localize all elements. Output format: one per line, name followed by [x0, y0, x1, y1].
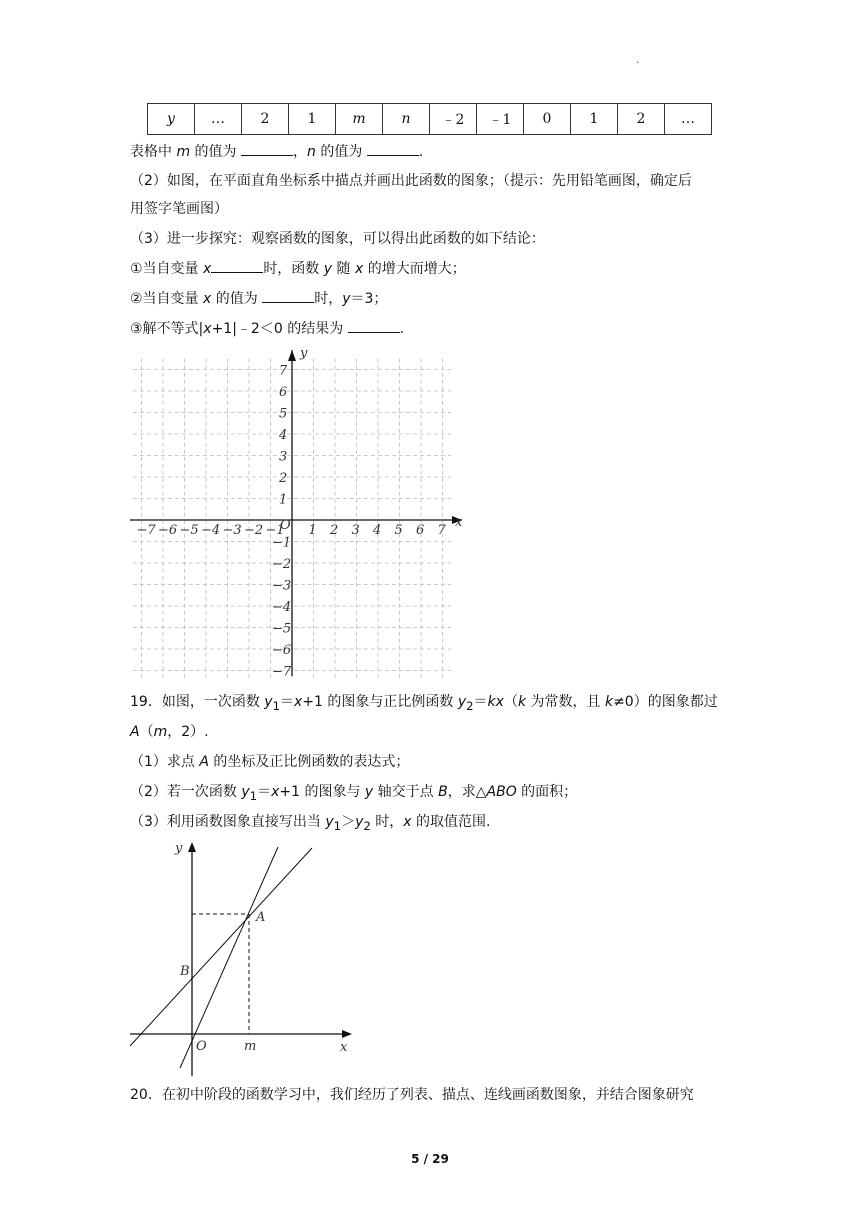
table-cell: 2	[618, 104, 665, 135]
x-tick-label: 2	[330, 523, 339, 538]
part3-intro: （3）进一步探究：观察函数的图象，可以得出此函数的如下结论：	[130, 231, 545, 247]
y-tick-label: 3	[279, 449, 288, 465]
conclusion-2: ②当自变量 x 的值为 时，y＝3；	[130, 288, 387, 309]
y-tick-label: −5	[272, 621, 292, 637]
x-axis-label: x	[455, 515, 463, 530]
table-cell: ﹣2	[430, 104, 477, 135]
x-tick-label: −5	[179, 523, 199, 538]
page-number: 5 / 29	[411, 1152, 449, 1166]
part2-line2: 用签字笔画图）	[130, 201, 228, 217]
table-cell: …	[665, 104, 712, 135]
y-tick-label: −2	[272, 557, 292, 572]
x-tick-label: 5	[394, 523, 403, 538]
line-y1	[130, 848, 312, 1046]
table-cell: n	[383, 104, 430, 135]
x-tick-label: 1	[308, 523, 317, 538]
fig-origin-label: O	[196, 1039, 207, 1054]
table-cell: 0	[524, 104, 571, 135]
y-tick-label: −6	[272, 643, 292, 658]
q19-part1: （1）求点 A 的坐标及正比例函数的表达式；	[130, 754, 410, 770]
corner-dot: ·	[636, 58, 640, 69]
table-cell: 1	[289, 104, 336, 135]
table-cell: 1	[571, 104, 618, 135]
q20-line: 20．在初中阶段的函数学习中，我们经历了列表、描点、连线画函数图象，并结合图象研究	[130, 1087, 694, 1103]
y-tick-label: 4	[279, 428, 288, 443]
line-y2	[180, 847, 278, 1068]
y-tick-label: −4	[272, 600, 292, 615]
y-tick-label: 2	[279, 471, 288, 486]
x-tick-label: 7	[437, 523, 446, 538]
x-tick-label: −3	[222, 523, 242, 538]
point-a-label: A	[256, 910, 266, 925]
origin-label: O	[280, 518, 291, 533]
mn-blank-line: 表格中 m 的值为 ，n 的值为 .	[130, 141, 423, 162]
x-tick-label: 3	[351, 523, 360, 538]
table-cell: 2	[242, 104, 289, 135]
conclusion-1: ①当自变量 x 时，函数 y 随 x 的增大而增大；	[130, 258, 466, 279]
table-cell: m	[336, 104, 383, 135]
x-tick-label: 4	[373, 523, 382, 538]
y-tick-label: −1	[272, 535, 292, 551]
conclusion-3: ③解不等式|x+1|﹣2＜0 的结果为 .	[130, 318, 404, 339]
y-tick-label: 6	[279, 385, 288, 400]
q19-part3: （3）利用函数图象直接写出当 $y_1>y_2$ 时，x 的取值范围.	[130, 814, 491, 833]
part2-line1: （2）如图，在平面直角坐标系中描点并画出此函数的图象；（提示：先用铅笔画图，确定后	[130, 173, 692, 189]
q19-line2: A（m，2）.	[130, 724, 209, 740]
y-tick-label: −3	[272, 578, 292, 594]
m-label: m	[244, 1039, 257, 1054]
y-tick-label: 5	[279, 406, 288, 422]
y-axis-label: y	[300, 346, 308, 361]
x-tick-label: −1	[265, 523, 285, 538]
x-tick-label: 6	[416, 523, 425, 538]
table-cell: …	[195, 104, 242, 135]
y-tick-label: −7	[272, 664, 292, 680]
q19-line1: 19．如图，一次函数 $y_1=x+1$ 的图象与正比例函数 $y_2=kx(k$ 为常数，且 k≠0）的图象都过	[130, 694, 718, 713]
row-label-cell: y	[148, 104, 195, 135]
table-cell: ﹣1	[477, 104, 524, 135]
y-tick-label: 7	[279, 363, 288, 379]
fig-x-label: x	[340, 1040, 348, 1055]
y-tick-label: 1	[279, 492, 288, 508]
fig-y-label: y	[175, 841, 183, 856]
x-axis-arrow	[342, 1030, 352, 1038]
q19-part2: （2）若一次函数 $y_1=x+1$ 的图象与 y 轴交于点 B，求△ABO 的面积；	[130, 784, 578, 803]
x-tick-label: −6	[158, 523, 178, 538]
x-tick-label: −7	[136, 523, 156, 538]
x-tick-label: −2	[244, 523, 264, 538]
point-b-label: B	[180, 964, 190, 979]
x-tick-label: −4	[201, 523, 221, 538]
y-axis-arrow	[188, 842, 196, 852]
